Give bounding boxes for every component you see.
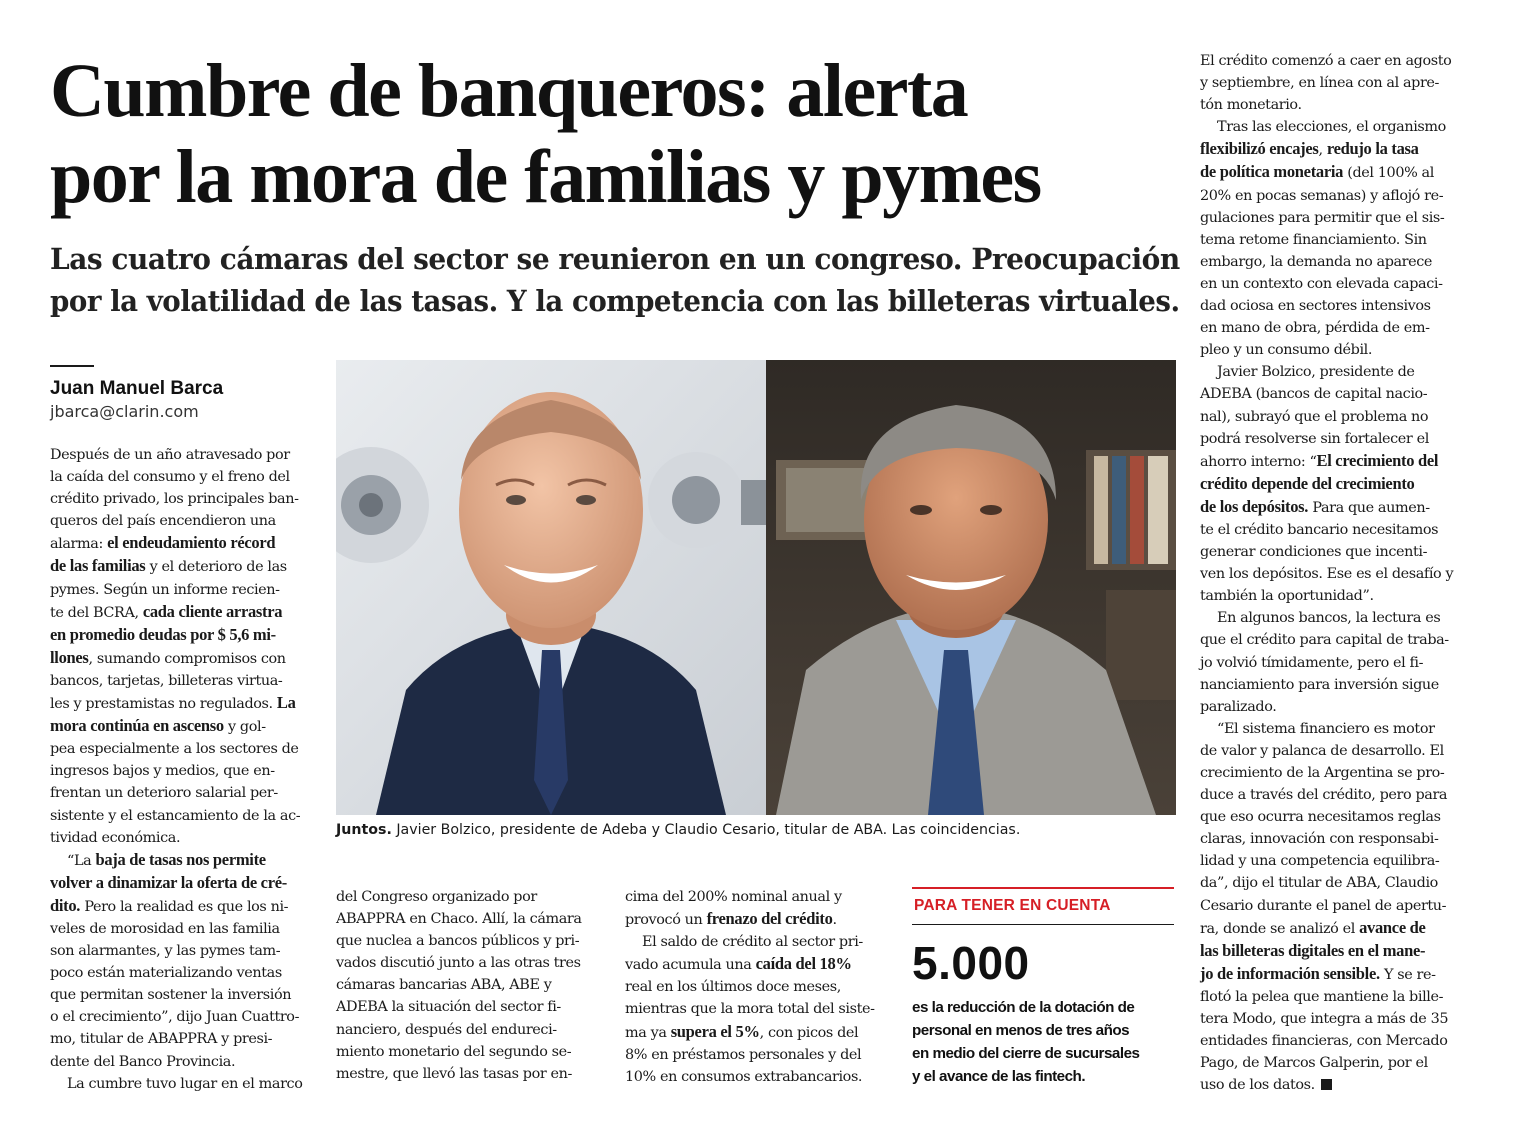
text-line [625, 1021, 893, 1044]
text-line [1200, 806, 1468, 828]
text-span: tera Modo, que integra a más de 35 [1200, 1011, 1449, 1028]
text-line [336, 1063, 604, 1085]
text-span: de valor y palanca de desarrollo. El [1200, 742, 1444, 759]
text-span: en un contexto con elevada capaci- [1200, 275, 1443, 292]
text-span: Pago, de Marcos Galperin, por el [1200, 1055, 1428, 1072]
text-line [50, 782, 318, 804]
article-column-4 [1200, 50, 1468, 1096]
text-span: gulaciones para permitir que el sis- [1200, 209, 1445, 226]
text-span: ingresos bajos y medios, que en- [50, 763, 275, 780]
text-span: pymes. Según un informe recien- [50, 581, 280, 598]
text-span: , con picos del [759, 1024, 859, 1041]
text-span: bancos, tarjetas, billeteras virtua- [50, 672, 283, 689]
text-line [50, 670, 318, 692]
subheadline-line: Las cuatro cámaras del sector se reunieron en un congreso. Preocupación [50, 242, 1180, 276]
text-span: te el crédito bancario necesitamos [1200, 521, 1439, 538]
text-span: y septiembre, en línea con al apre- [1200, 75, 1439, 92]
text-span: claras, innovación con responsabi- [1200, 831, 1439, 848]
text-line [1200, 541, 1468, 563]
box-text-line: en medio del cierre de sucursales [912, 1045, 1140, 1062]
box-text-line: y el avance de las fintech. [912, 1068, 1086, 1085]
text-line [1200, 161, 1468, 184]
text-span: ra, donde se analizó el [1200, 920, 1360, 937]
text-line [50, 647, 318, 670]
text-span: pleo y un consumo débil. [1200, 342, 1373, 359]
text-line [50, 532, 318, 555]
text-span: ABAPPRA en Chaco. Allí, la cámara [336, 911, 582, 928]
text-span: flotó la pelea que mantiene la bille- [1200, 988, 1444, 1005]
text-line [50, 510, 318, 532]
text-line [1200, 986, 1468, 1008]
text-span: Javier Bolzico, presidente de [1217, 364, 1415, 381]
text-span: El saldo de crédito al sector pri- [642, 934, 863, 951]
text-span: que el crédito para capital de traba- [1200, 632, 1449, 649]
text-span: provocó un [625, 912, 707, 929]
text-line [1200, 1052, 1468, 1074]
byline-divider [50, 365, 94, 367]
box-divider [912, 924, 1174, 925]
text-line [625, 953, 893, 976]
author-name: Juan Manuel Barca [50, 378, 224, 399]
text-span: queros del país encendieron una [50, 513, 276, 530]
text-line [50, 805, 318, 827]
text-line [1200, 607, 1468, 629]
text-span: ahorro interno: “ [1200, 453, 1317, 470]
bold-text: mora continúa en ascenso [50, 716, 224, 736]
text-line [50, 872, 318, 895]
text-line [1200, 850, 1468, 872]
text-line [336, 974, 604, 996]
text-line [1200, 762, 1468, 784]
article-column-2 [336, 886, 604, 1085]
bold-text: supera el 5% [670, 1021, 760, 1041]
text-line [1200, 940, 1468, 963]
text-span: son alarmantes, y las pymes tam- [50, 943, 281, 960]
text-line [1200, 828, 1468, 850]
text-line [1200, 1030, 1468, 1052]
text-span: “El sistema financiero es motor [1217, 720, 1435, 737]
article-column-3 [625, 886, 893, 1088]
text-span: uso de los datos. [1200, 1077, 1315, 1094]
end-of-article-mark [1321, 1079, 1332, 1090]
text-line [50, 1006, 318, 1028]
text-span: duce a través del crédito, pero para [1200, 787, 1448, 804]
bold-text: el endeudamiento récord [107, 533, 276, 553]
text-span: te del BCRA, [50, 604, 143, 621]
text-line [336, 930, 604, 952]
text-line [1200, 629, 1468, 651]
text-line [50, 1051, 318, 1073]
text-span: tema retome financiamiento. Sin [1200, 231, 1427, 248]
text-line [50, 962, 318, 984]
text-span: nanciero, después del endureci- [336, 1021, 557, 1038]
photo-caption [336, 822, 1176, 838]
text-span: 10% en consumos extrabancarios. [625, 1068, 863, 1085]
text-line [50, 444, 318, 466]
text-line [1200, 1008, 1468, 1030]
text-line [625, 908, 893, 931]
box-top-rule [912, 887, 1174, 889]
bold-text: las billeteras digitales en el mane- [1200, 940, 1426, 960]
text-span: miento monetario del segundo se- [336, 1043, 572, 1060]
text-line [1200, 361, 1468, 383]
text-span: que permitan sostener la inversión [50, 987, 292, 1004]
text-span: ADEBA la situación del sector fi- [336, 999, 561, 1016]
text-span: y el deterioro de las [145, 559, 287, 576]
text-line [1200, 116, 1468, 138]
text-line [1200, 496, 1468, 519]
box-text-line: personal en menos de tres años [912, 1022, 1130, 1039]
text-span: paralizado. [1200, 698, 1277, 715]
text-span: nal), subrayó que el problema no [1200, 408, 1429, 425]
text-line [1200, 273, 1468, 295]
text-span: alarma: [50, 536, 108, 553]
text-line [1200, 50, 1468, 72]
text-span: ma ya [625, 1024, 671, 1041]
text-line [1200, 229, 1468, 251]
text-span: que nuclea a bancos públicos y pri- [336, 933, 580, 950]
text-span: , [1318, 142, 1327, 159]
bold-text: cada cliente arrastra [142, 601, 283, 621]
text-span: la caída del consumo y el freno del [50, 469, 290, 486]
text-span: da”, dijo el titular de ABA, Claudio [1200, 875, 1438, 892]
text-line [1200, 696, 1468, 718]
text-span: vados discutió junto a las otras tres [336, 955, 581, 972]
caption-lead: Juntos. [336, 822, 392, 838]
bold-text: volver a dinamizar la oferta de cré- [50, 872, 287, 892]
text-span: Después de un año atravesado por [50, 447, 290, 463]
text-line [1200, 585, 1468, 607]
text-line [1200, 895, 1468, 917]
text-span: real en los últimos doce meses, [625, 979, 841, 996]
text-span: El crédito comenzó a caer en agosto [1200, 53, 1452, 69]
text-span: podrá resolverse sin fortalecer el [1200, 430, 1429, 447]
text-span: 20% en pocas semanas) y aflojó re- [1200, 187, 1444, 204]
text-span: mientras que la mora total del siste- [625, 1001, 875, 1018]
text-line [1200, 473, 1468, 496]
text-line [50, 827, 318, 849]
text-line [1200, 406, 1468, 428]
box-big-number: 5.000 [912, 937, 1030, 989]
text-span: dente del Banco Provincia. [50, 1053, 236, 1070]
text-span: La cumbre tuvo lugar en el marco [67, 1075, 303, 1092]
text-span: crecimiento de la Argentina se pro- [1200, 765, 1445, 781]
text-line [50, 488, 318, 510]
text-line [50, 466, 318, 488]
text-line [50, 1028, 318, 1050]
text-span: o el crecimiento”, dijo Juan Cuattro- [50, 1009, 300, 1026]
news-photo [336, 360, 1176, 815]
bold-text: La [276, 693, 296, 713]
text-span: tividad económica. [50, 829, 181, 846]
text-span: sistente y el estancamiento de la ac- [50, 807, 301, 824]
text-span: crédito privado, los principales ban- [50, 491, 299, 508]
text-span: también la oportunidad”. [1200, 588, 1374, 605]
bold-text: frenazo del crédito [706, 909, 833, 929]
text-span: generar condiciones que incenti- [1200, 544, 1428, 561]
text-span: “La [67, 852, 96, 869]
headline [50, 48, 1180, 220]
text-line [336, 908, 604, 930]
bold-text: crédito depende del crecimiento [1200, 473, 1415, 493]
headline-line: por la mora de familias y pymes [50, 135, 1041, 219]
text-line [1200, 138, 1468, 161]
bold-text: baja de tasas nos permite [95, 849, 266, 869]
text-span: vado acumula una [625, 957, 756, 974]
text-span: tón monetario. [1200, 97, 1302, 114]
text-line [1200, 450, 1468, 473]
text-line [1200, 317, 1468, 339]
text-line [1200, 784, 1468, 806]
bold-text: redujo la tasa [1326, 139, 1419, 159]
text-span: (del 100% al [1343, 165, 1434, 182]
text-line [50, 692, 318, 715]
text-line [1200, 674, 1468, 696]
text-line [1200, 428, 1468, 450]
text-span: Cesario durante el panel de apertu- [1200, 897, 1447, 914]
bold-text: de las familias [50, 556, 146, 576]
text-span: Y se re- [1379, 966, 1436, 983]
text-span: , sumando compromisos con [88, 650, 286, 667]
bold-text: El crecimiento del [1316, 450, 1439, 470]
text-span: poco están materializando ventas [50, 965, 282, 982]
bold-text: llones [50, 647, 89, 667]
text-span: mestre, que llevó las tasas por en- [336, 1065, 572, 1082]
text-line [1200, 1074, 1468, 1096]
text-line [1200, 872, 1468, 894]
text-line [50, 555, 318, 578]
text-line [1200, 251, 1468, 273]
bold-text: jo de información sensible. [1200, 963, 1380, 983]
photo-right-claudio-cesario [766, 360, 1176, 815]
text-span: les y prestamistas no regulados. [50, 696, 277, 713]
text-line [1200, 383, 1468, 405]
bold-text: flexibilizó encajes [1200, 139, 1319, 159]
text-span: Tras las elecciones, el organismo [1217, 119, 1446, 136]
subheadline-line: por la volatilidad de las tasas. Y la competencia con las billeteras virtuales. [50, 284, 1180, 318]
text-span: ven los depósitos. Ese es el desafío y [1200, 566, 1454, 583]
box-label: PARA TENER EN CUENTA [914, 897, 1111, 914]
text-span: En algunos bancos, la lectura es [1217, 610, 1441, 627]
text-span: que eso ocurra necesitamos reglas [1200, 809, 1441, 826]
text-span: jo volvió tímidamente, pero el fi- [1200, 654, 1424, 671]
subheadline [50, 238, 1180, 322]
text-line [1200, 94, 1468, 116]
text-span: cámaras bancarias ABA, ABE y [336, 977, 552, 994]
text-span: entidades financieras, con Mercado [1200, 1033, 1448, 1050]
text-line [336, 1019, 604, 1041]
text-span: Para que aumen- [1308, 499, 1430, 516]
photo-left-javier-bolzico [336, 360, 766, 815]
text-line [1200, 72, 1468, 94]
box-text-line: es la reducción de la dotación de [912, 999, 1135, 1016]
text-line [50, 918, 318, 940]
text-line [50, 849, 318, 872]
text-line [625, 886, 893, 908]
text-line [50, 715, 318, 738]
box-text [912, 996, 1174, 1088]
text-line [625, 1066, 893, 1088]
text-line [50, 760, 318, 782]
text-line [50, 579, 318, 601]
text-span: ADEBA (bancos de capital nacio- [1200, 386, 1428, 403]
text-line [1200, 339, 1468, 361]
text-line [50, 984, 318, 1006]
text-span: en mano de obra, pérdida de em- [1200, 320, 1430, 337]
text-line [1200, 295, 1468, 317]
text-span: del Congreso organizado por [336, 889, 537, 905]
text-span: nanciamiento para inversión sigue [1200, 676, 1439, 693]
text-span: . [832, 912, 837, 929]
bold-text: caída del 18% [755, 954, 852, 974]
text-span: mo, titular de ABAPPRA y presi- [50, 1031, 273, 1048]
text-span: 8% en préstamos personales y del [625, 1046, 862, 1063]
headline-line: Cumbre de banqueros: alerta [50, 49, 968, 133]
text-line [336, 1041, 604, 1063]
bold-text: avance de [1359, 917, 1426, 937]
text-line [1200, 563, 1468, 585]
bold-text: de política monetaria [1200, 162, 1344, 182]
bold-text: dito. [50, 895, 81, 915]
text-line [336, 886, 604, 908]
text-line [1200, 917, 1468, 940]
text-span: dad ociosa en sectores intensivos [1200, 298, 1431, 315]
text-line [50, 601, 318, 624]
bold-text: de los depósitos. [1200, 496, 1309, 516]
text-line [625, 931, 893, 953]
text-line [1200, 185, 1468, 207]
caption-text: Javier Bolzico, presidente de Adeba y Claudio Cesario, titular de ABA. Las coincidencias. [391, 822, 1021, 838]
bold-text: en promedio deudas por $ 5,6 mi- [50, 624, 276, 644]
text-span: y gol- [223, 719, 266, 736]
text-line [50, 895, 318, 918]
text-line [336, 952, 604, 974]
text-line [625, 998, 893, 1020]
text-span: cima del 200% nominal anual y [625, 889, 842, 905]
text-line [50, 624, 318, 647]
text-span: lidad y una competencia equilibra- [1200, 853, 1440, 870]
article-column-1 [50, 444, 318, 1095]
text-line [50, 940, 318, 962]
author-email[interactable]: jbarca@clarin.com [50, 402, 199, 421]
text-line [1200, 207, 1468, 229]
text-line [336, 996, 604, 1018]
text-line [1200, 963, 1468, 986]
text-line [1200, 519, 1468, 541]
text-line [50, 1073, 318, 1095]
text-line [625, 1044, 893, 1066]
text-span: pea especialmente a los sectores de [50, 741, 299, 758]
text-line [625, 976, 893, 998]
text-line [1200, 652, 1468, 674]
text-line [1200, 740, 1468, 762]
text-span: frentan un deterioro salarial per- [50, 785, 278, 802]
text-line [1200, 718, 1468, 740]
text-span: veles de morosidad en las familia [50, 920, 280, 937]
text-span: embargo, la demanda no aparece [1200, 253, 1433, 270]
text-span: Pero la realidad es que los ni- [80, 898, 289, 915]
text-line [50, 738, 318, 760]
